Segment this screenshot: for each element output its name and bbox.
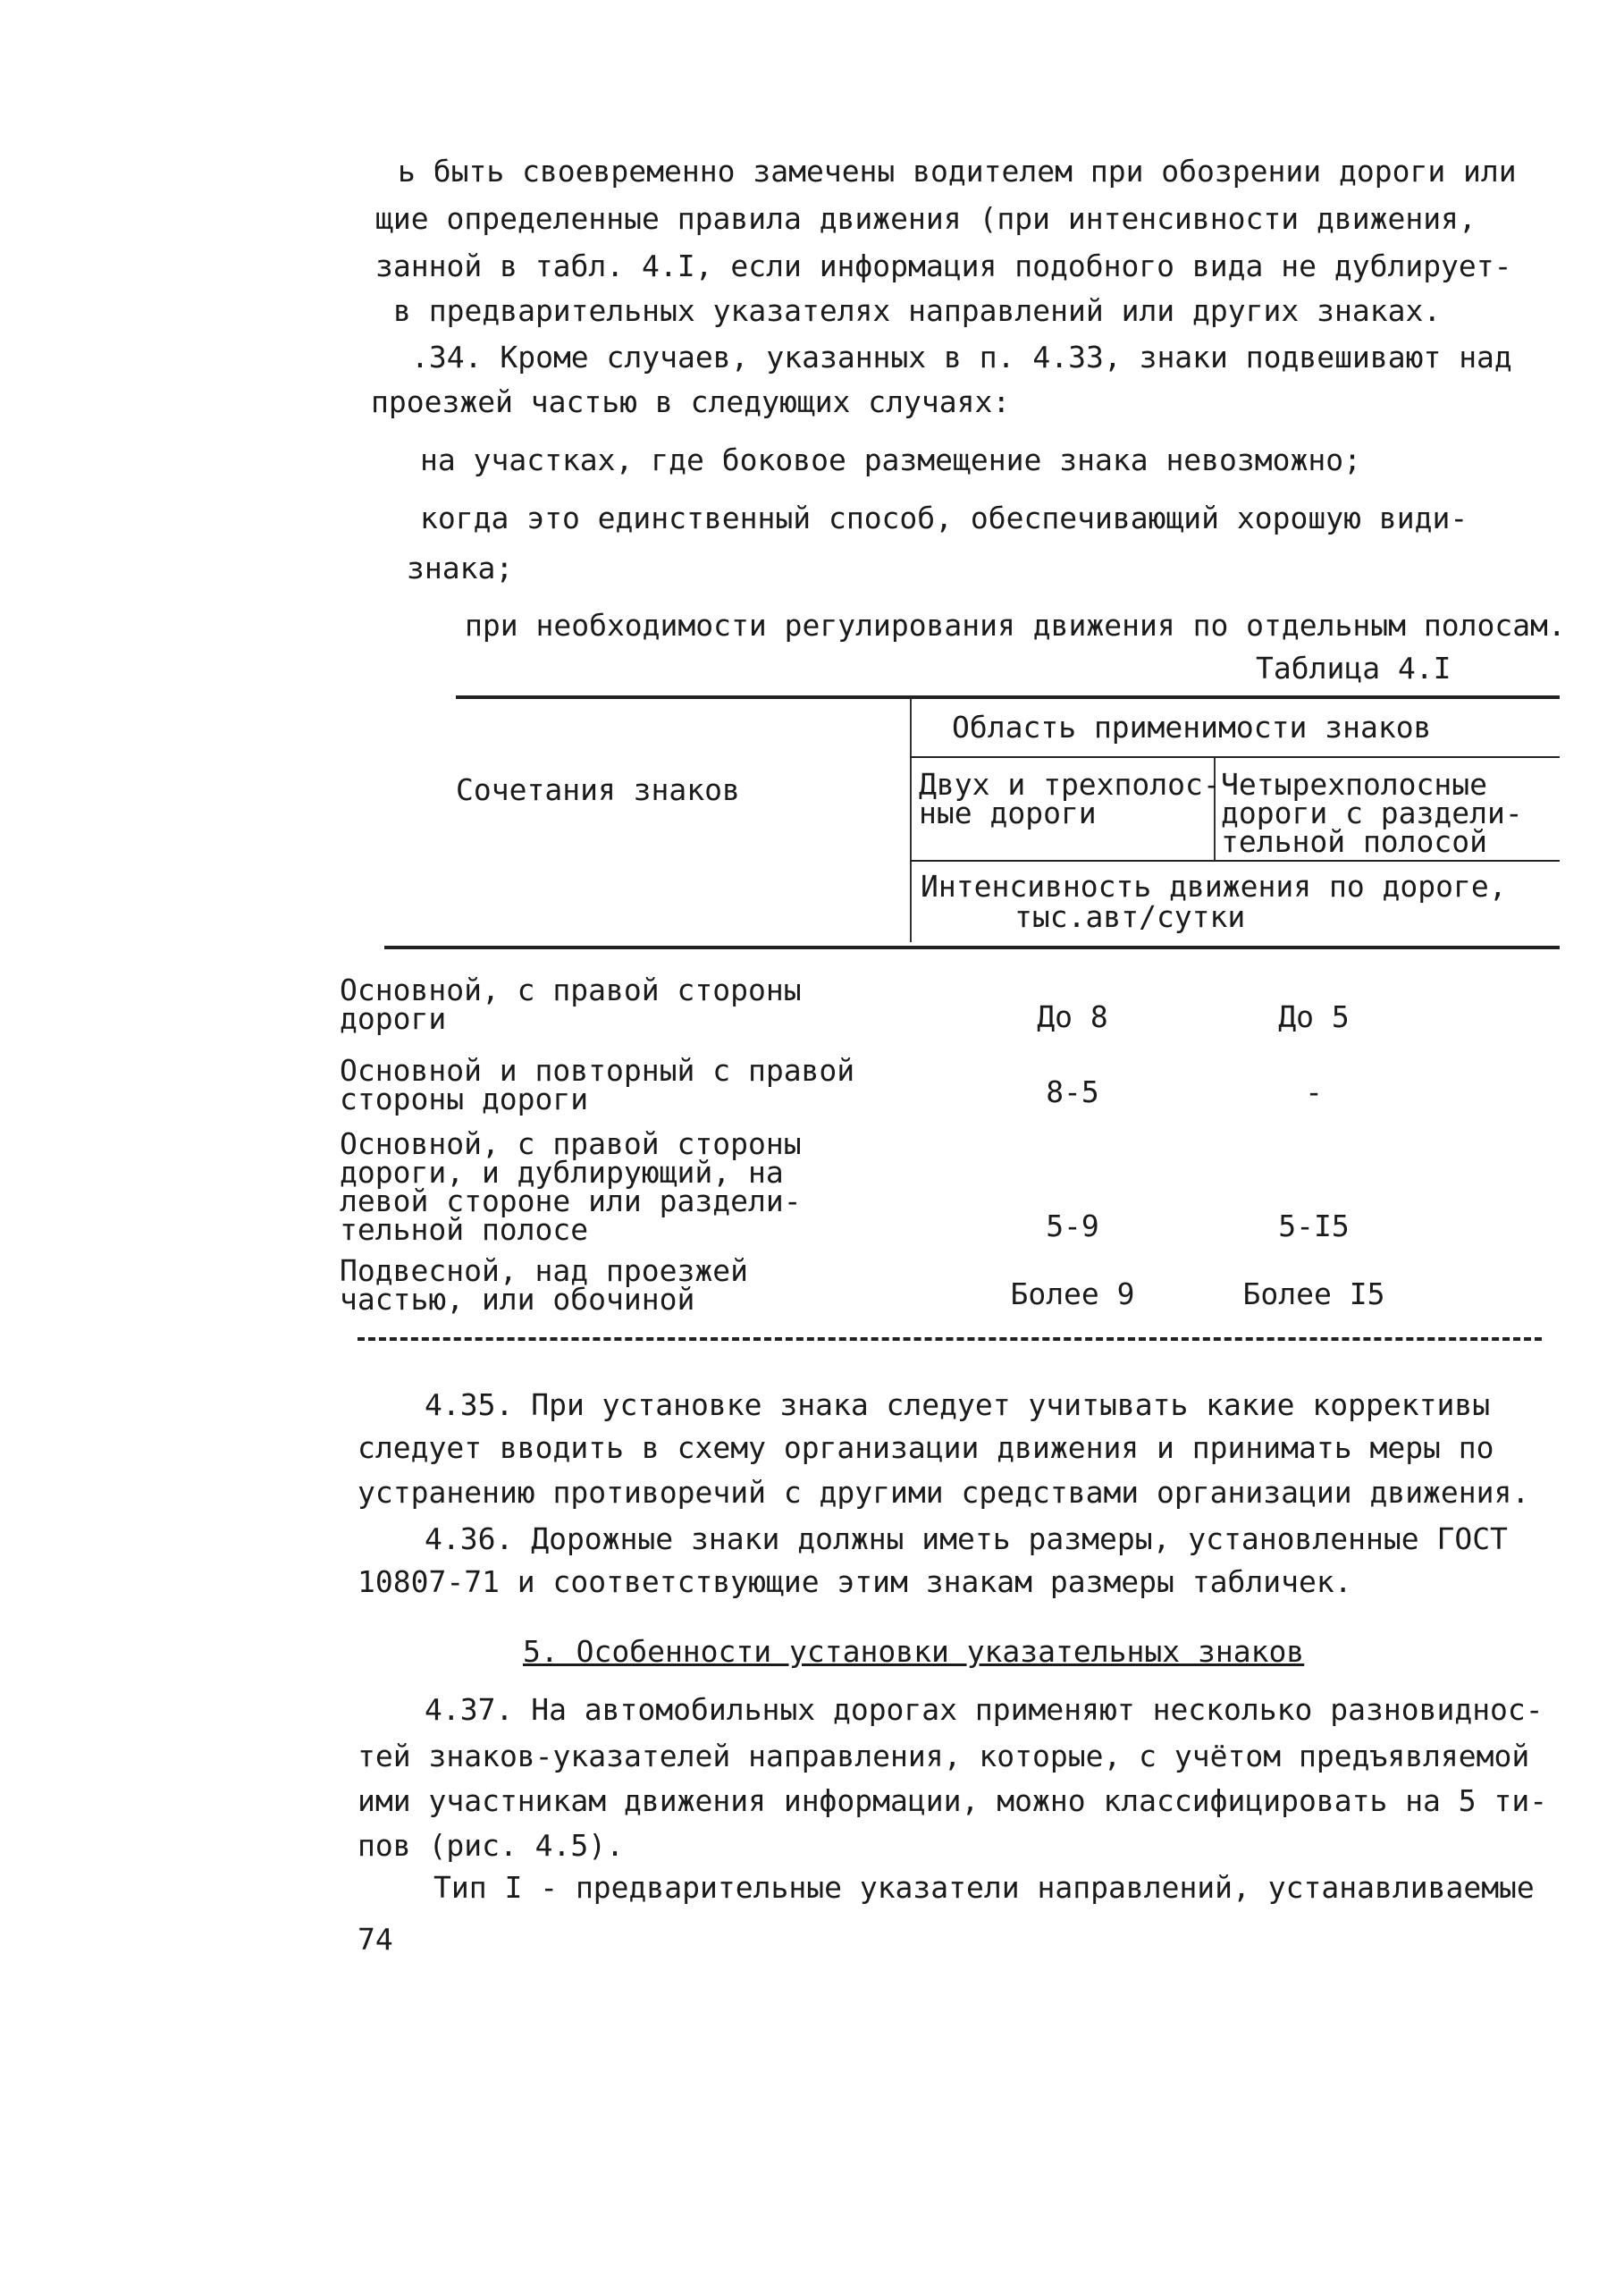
table-cell-four: Более I5 <box>1242 1276 1385 1311</box>
table-sub1-line2: ные дороги <box>919 796 1097 830</box>
text-line: Тип I - предварительные указатели направлений, устанавливаемые <box>433 1870 1535 1905</box>
text-line: проезжей частью в следующих случаях: <box>371 384 1011 419</box>
table-sub2-line3: тельной полосой <box>1221 824 1488 859</box>
text-line: когда это единственный способ, обеспечивающий хорошую види- <box>420 501 1468 535</box>
text-line: щие определенные правила движения (при интенсивности движения, <box>375 201 1477 236</box>
section-heading: 5. Особенности установки указательных знаков <box>523 1634 1305 1669</box>
table-cell-four: - <box>1305 1074 1323 1109</box>
table-intensity-line1: Интенсивность движения по дороге, <box>921 869 1507 904</box>
table-col1-header: Сочетания знаков <box>456 772 740 807</box>
text-line: в предварительных указателях направлений или других знаках. <box>393 293 1442 328</box>
text-line: .34. Кроме случаев, указанных в п. 4.33, знаки подвешивают над <box>411 340 1512 375</box>
text-line: устранению противоречий с другими средствами организации движения. <box>358 1475 1530 1510</box>
text-line: пов (рис. 4.5). <box>358 1828 625 1863</box>
page-number: 74 <box>358 1922 393 1957</box>
text-line: на участках, где боковое размещение знака невозможно; <box>420 442 1361 477</box>
text-line: 4.35. При установке знака следует учитывать какие коррективы <box>425 1387 1491 1422</box>
text-line: тей знаков-указателей направления, которые, с учётом предъявляемой <box>358 1739 1530 1773</box>
table-row-label: Основной, с правой стороны <box>340 973 802 1007</box>
table-sub2-line2: дороги с раздели- <box>1221 796 1523 830</box>
table-intensity-line2: тыс.авт/сутки <box>1014 899 1246 934</box>
table-caption: Таблица 4.I <box>1256 651 1452 686</box>
table-row-label: Основной и повторный с правой <box>340 1053 855 1088</box>
table-sub1-line1: Двух и трехполос- <box>919 767 1221 802</box>
text-line: при необходимости регулирования движения по отдельным полосам. <box>465 608 1566 643</box>
table-cell-two-three: Более 9 <box>1010 1276 1135 1311</box>
table-row-label: дороги, и дублирующий, на <box>340 1155 784 1190</box>
table-sub-rule <box>910 860 1560 862</box>
table-top-rule <box>456 695 1560 699</box>
text-line: знака; <box>407 551 514 585</box>
text-line: следует вводить в схему организации движения и принимать меры по <box>358 1430 1494 1465</box>
table-row-label: Основной, с правой стороны <box>340 1126 802 1161</box>
table-row-label: дороги <box>340 1001 447 1036</box>
text-line: 4.37. На автомобильных дорогах применяют несколько разновиднос- <box>425 1692 1544 1727</box>
table-col-divider <box>910 699 912 942</box>
text-line: ь быть своевременно замечены водителем при обозрении дороги или <box>398 154 1517 189</box>
text-line: ими участникам движения информации, можно классифицировать на 5 ти- <box>358 1783 1548 1818</box>
table-group-rule <box>910 756 1560 758</box>
table-cell-four: До 5 <box>1278 999 1350 1034</box>
table-cell-four: 5-I5 <box>1278 1209 1350 1243</box>
text-line: 4.36. Дорожные знаки должны иметь размеры, установленные ГОСТ <box>425 1521 1508 1556</box>
table-header-bottom-rule <box>384 946 1560 949</box>
table-sub2-line1: Четырехполосные <box>1221 767 1488 802</box>
table-row-label: частью, или обочиной <box>340 1282 695 1317</box>
text-line: занной в табл. 4.I, если информация подобного вида не дублирует- <box>375 248 1512 283</box>
table-row-label: тельной полосе <box>340 1212 589 1247</box>
table-cell-two-three: До 8 <box>1037 999 1108 1034</box>
table-row-label: Подвесной, над проезжей <box>340 1253 748 1288</box>
table-group-header: Область применимости знаков <box>952 710 1432 745</box>
table-row-label: левой стороне или раздели- <box>340 1183 802 1218</box>
table-row-label: стороны дороги <box>340 1082 589 1116</box>
table-bottom-rule <box>358 1337 1542 1341</box>
table-cell-two-three: 8-5 <box>1046 1074 1099 1109</box>
text-line: 10807-71 и соответствующие этим знакам размеры табличек. <box>358 1564 1352 1599</box>
table-cell-two-three: 5-9 <box>1046 1209 1099 1243</box>
